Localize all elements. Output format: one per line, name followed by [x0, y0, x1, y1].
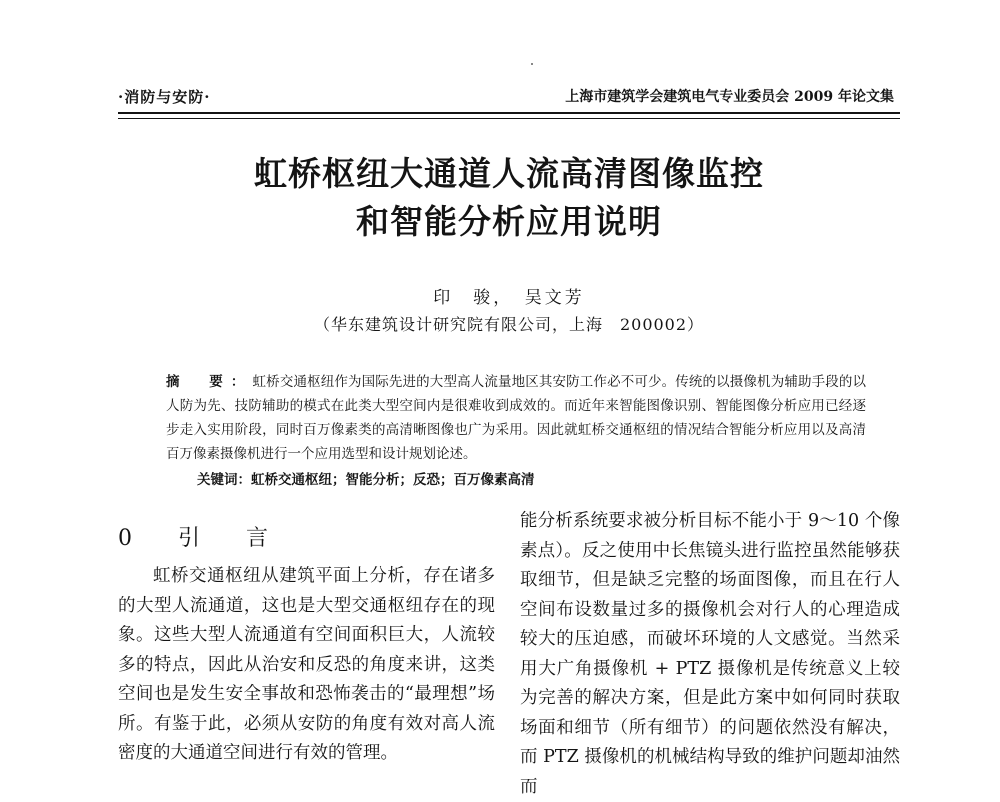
header-rule-thick: [118, 112, 900, 114]
abstract-text: 虹桥交通枢纽作为国际先进的大型高人流量地区其安防工作必不可少。传统的以摄像机为辅助手段的以人防为先、技防辅助的模式在此类大型空间内是很难收到成效的。而近年来智能图像识别、智能图像分析应用已经逐步走入实用阶段，同时百万像素类的高清晰图像也广为采用。因此就虹桥交通枢纽的情况结合智能分析应用以及高清百万像素摄像机进行一个应用选型和设计规划论述。: [166, 374, 867, 462]
continued-paragraph: 能分析系统要求被分析目标不能小于 9～10 个像素点）。反之使用中长焦镜头进行监控虽然能够获取细节，但是缺乏完整的场面图像，而且在行人空间布设数量过多的摄像机会对行人的心理造成较大的压迫感，而破坏环境的人文感觉。当然采用大广角摄像机 + PTZ 摄像机是传统意义上较为完善的解决方案，但是此方案中如何同时获取场面和细节（所有细节）的问题依然没有解决，而 PTZ 摄像机的机械结构导致的维护问题却油然而: [520, 511, 900, 797]
abstract: [166, 370, 866, 466]
keywords-label: 关键词：: [197, 472, 251, 488]
affiliation: （华东建筑设计研究院有限公司，上海 200002）: [313, 315, 705, 334]
section-heading-introduction: 0 引 言: [118, 526, 280, 551]
body-column-left: [118, 562, 495, 769]
authors: 印 骏， 吴文芳: [433, 288, 585, 308]
abstract-label: 摘 要：: [166, 374, 253, 390]
title-line-2: 和智能分析应用说明: [356, 202, 662, 241]
running-header-journal: 上海市建筑学会建筑电气专业委员会 2009 年论文集: [565, 89, 894, 105]
scan-speck: [531, 63, 533, 65]
keywords-text: 虹桥交通枢纽；智能分析；反恐；百万像素高清: [251, 472, 535, 488]
paper-title: [118, 150, 900, 246]
body-column-right: [520, 507, 900, 802]
header-rule-thin: [118, 118, 900, 119]
intro-paragraph: 虹桥交通枢纽从建筑平面上分析，存在诸多的大型人流通道，这也是大型交通枢纽存在的现象。这些大型人流通道有空间面积巨大，人流较多的特点，因此从治安和反恐的角度来讲，这类空间也是发生安全事故和恐怖袭击的“最理想”场所。有鉴于此，必须从安防的角度有效对高人流密度的大通道空间进行有效的管理。: [118, 566, 495, 763]
title-line-1: 虹桥枢纽大通道人流高清图像监控: [254, 154, 764, 193]
running-header-section: ·消防与安防·: [118, 88, 211, 106]
keywords: [197, 468, 535, 492]
